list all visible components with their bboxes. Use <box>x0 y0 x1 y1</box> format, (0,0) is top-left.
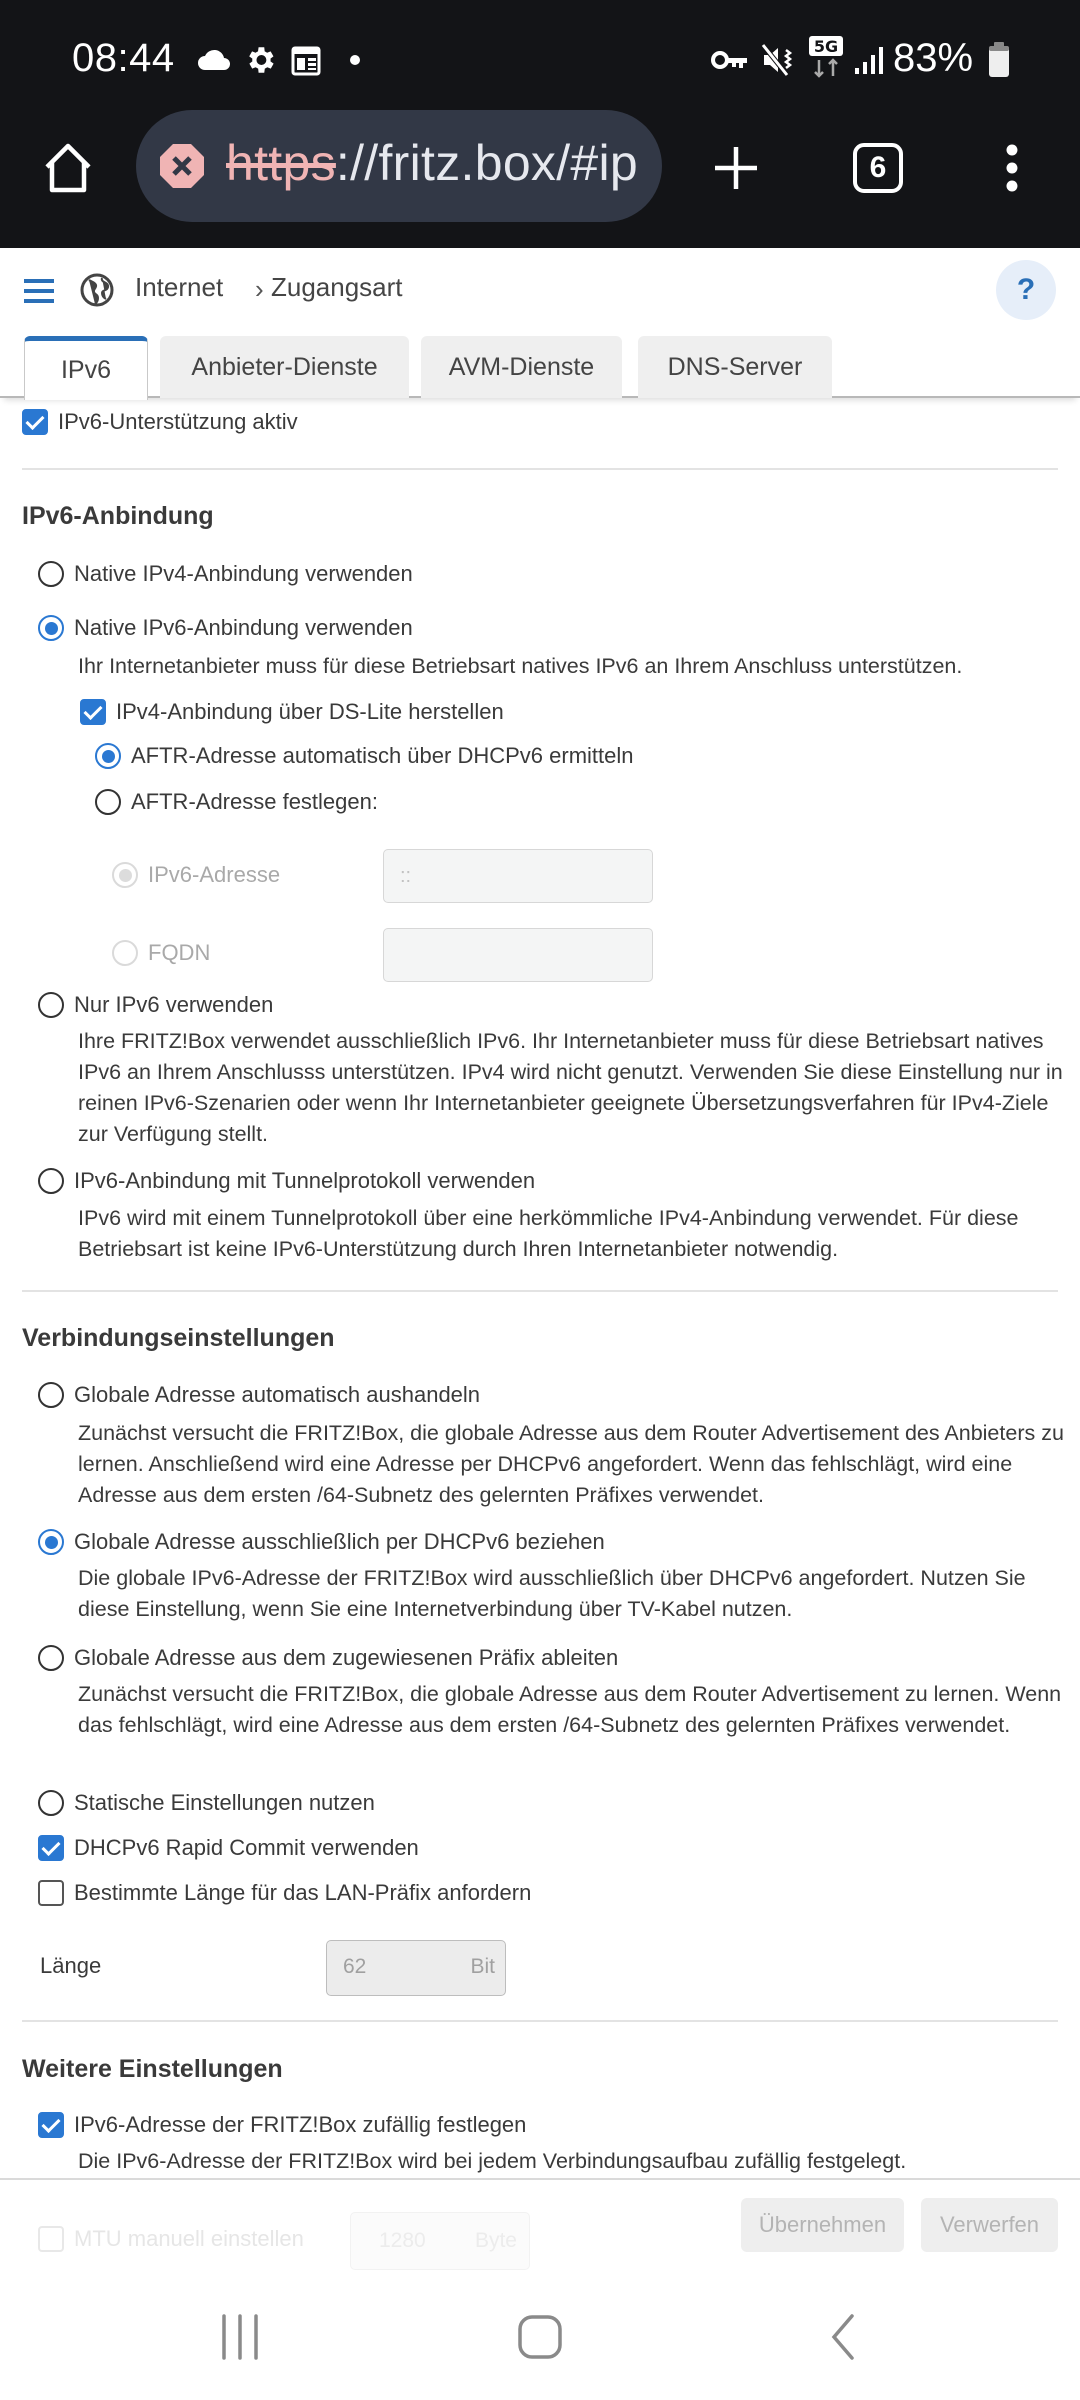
prefix-length-checkbox[interactable] <box>38 1879 531 1907</box>
mtu-input[interactable] <box>350 2212 530 2270</box>
aftr-ipv6-address-input[interactable]: :: <box>383 849 653 903</box>
system-navigation-bar <box>0 2288 1080 2400</box>
tab-bar <box>0 336 1080 398</box>
radio[interactable] <box>112 940 138 966</box>
length-label: Länge <box>40 1953 102 1978</box>
apply-button[interactable]: Übernehmen <box>741 2198 904 2252</box>
ipv6-support-checkbox[interactable] <box>22 408 298 436</box>
radio-label: Native IPv6-Anbindung verwenden <box>74 615 413 640</box>
checkbox-label: IPv6-Unterstützung aktiv <box>58 409 298 434</box>
section-divider <box>22 468 1058 470</box>
radio[interactable] <box>38 1168 64 1194</box>
status-bar <box>0 0 1080 110</box>
length-unit: Bit <box>470 1955 495 1978</box>
discard-button[interactable]: Verwerfen <box>921 2198 1058 2252</box>
mtu-checkbox[interactable] <box>38 2226 304 2252</box>
aftr-fqdn-input[interactable] <box>383 928 653 982</box>
section-heading-verbindung: Verbindungseinstellungen <box>22 1324 335 1352</box>
radio-static[interactable] <box>38 1789 375 1817</box>
description-global-prefix: Zunächst versucht die FRITZ!Box, die globale Adresse aus dem Router Advertisement zu lernen. Wenn das fehlschlägt, wird eine Adresse aus dem ersten /64-Subnetz des gelernten Präfixes verwendet. <box>78 1682 1062 1737</box>
tab-switcher-icon[interactable] <box>848 138 908 198</box>
checkbox[interactable] <box>38 1880 64 1906</box>
ds-lite-checkbox[interactable] <box>80 698 504 726</box>
section-heading-anbindung: IPv6-Anbindung <box>22 502 214 530</box>
description-tunnel: IPv6 wird mit einem Tunnelprotokoll über eine herkömmliche IPv4-Anbindung verwendet. Für diese Betriebsart ist keine IPv6-Unterstützung durch Ihren Internetanbieter notwendig. <box>78 1206 1019 1261</box>
radio[interactable] <box>38 561 64 587</box>
5g-icon <box>806 38 846 78</box>
checkbox[interactable] <box>38 1835 64 1861</box>
section-divider <box>22 1290 1058 1292</box>
notification-dot-icon <box>340 40 370 80</box>
section-heading-weitere: Weitere Einstellungen <box>22 2055 283 2083</box>
radio-aftr-manual[interactable] <box>95 788 378 816</box>
random-address-checkbox[interactable] <box>38 2111 526 2139</box>
checkbox[interactable] <box>38 2226 64 2252</box>
radio-native-ipv4[interactable] <box>38 560 413 588</box>
tab-avm-dienste[interactable]: AVM-Dienste <box>421 336 622 398</box>
hamburger-menu-icon[interactable] <box>24 278 54 304</box>
calendar-icon <box>286 40 326 80</box>
radio-aftr-auto[interactable] <box>95 742 634 770</box>
gear-icon <box>240 40 280 80</box>
checkbox-label: DHCPv6 Rapid Commit verwenden <box>74 1835 419 1860</box>
breadcrumb-internet[interactable]: Internet <box>135 272 224 302</box>
radio-label: FQDN <box>148 940 211 965</box>
radio[interactable] <box>38 1382 64 1408</box>
radio-label: Nur IPv6 verwenden <box>74 992 274 1017</box>
battery-percent: 83% <box>893 36 974 80</box>
tab-anbieter-dienste[interactable]: Anbieter-Dienste <box>160 336 409 398</box>
home-icon[interactable] <box>38 138 98 198</box>
mtu-value: 1280 <box>379 2229 426 2252</box>
radio-global-dhcpv6[interactable] <box>38 1528 605 1556</box>
radio-label: Statische Einstellungen nutzen <box>74 1790 375 1815</box>
radio-only-ipv6[interactable] <box>38 991 273 1019</box>
radio-label: Globale Adresse aus dem zugewiesenen Präfix ableiten <box>74 1645 619 1670</box>
description-global-auto: Zunächst versucht die FRITZ!Box, die globale Adresse aus dem Router Advertisement des Anbieters zu lernen. Anschließend wird eine Adresse per DHCPv6 angefordert. Wenn das fehlschlägt, wird eine Adresse aus dem ersten /64-Subnetz des gelernten Präfixes verwendet. <box>78 1421 1064 1507</box>
tab-ipv6[interactable]: IPv6 <box>24 336 148 400</box>
radio[interactable] <box>95 743 121 769</box>
url-bar[interactable] <box>136 110 662 222</box>
checkbox-label: IPv4-Anbindung über DS-Lite herstellen <box>116 699 504 724</box>
checkbox-label: Bestimmte Länge für das LAN-Präfix anfordern <box>74 1880 532 1905</box>
checkbox[interactable] <box>22 409 48 435</box>
url-path: ://fritz.box/#ip <box>335 135 639 191</box>
radio-native-ipv6[interactable] <box>38 614 413 642</box>
description-native-ipv6: Ihr Internetanbieter muss für diese Betriebsart natives IPv6 an Ihrem Anschluss unterstützen. <box>78 654 963 678</box>
url-scheme: https <box>226 135 336 191</box>
radio-label: IPv6-Anbindung mit Tunnelprotokoll verwenden <box>74 1168 536 1193</box>
vpn-key-icon <box>710 40 750 80</box>
radio[interactable] <box>38 1529 64 1555</box>
description-global-dhcpv6: Die globale IPv6-Adresse der FRITZ!Box wird ausschließlich über DHCPv6 angefordert. Nutzen Sie diese Einstellung, wenn Sie eine Internetverbindung über TV-Kabel nutzen. <box>78 1566 1026 1621</box>
radio-label: Native IPv4-Anbindung verwenden <box>74 561 413 586</box>
description-random-address: Die IPv6-Adresse der FRITZ!Box wird bei jedem Verbindungsaufbau zufällig festgelegt. <box>78 2149 907 2173</box>
svg-text:5G: 5G <box>813 37 839 56</box>
page-header <box>0 248 1080 398</box>
radio-aftr-ipv6-address[interactable] <box>112 861 280 889</box>
tab-dns-server[interactable]: DNS-Server <box>638 336 832 398</box>
radio[interactable] <box>38 615 64 641</box>
checkbox-label: MTU manuell einstellen <box>74 2226 304 2251</box>
home-button-icon[interactable] <box>510 2312 570 2362</box>
status-time: 08:44 <box>72 36 175 80</box>
checkbox-label: IPv6-Adresse der FRITZ!Box zufällig festlegen <box>74 2112 527 2137</box>
browser-toolbar <box>0 110 1080 248</box>
mute-vibrate-icon <box>758 40 798 80</box>
tab-count: 6 <box>869 151 887 184</box>
url-text[interactable] <box>226 134 638 192</box>
section-divider <box>22 2020 1058 2022</box>
cloud-icon <box>194 40 234 80</box>
radio[interactable] <box>112 862 138 888</box>
signal-icon <box>850 40 886 80</box>
radio-global-auto[interactable] <box>38 1381 480 1409</box>
length-value: 62 <box>343 1955 367 1978</box>
back-icon[interactable] <box>813 2312 873 2362</box>
more-menu-icon[interactable] <box>982 138 1042 198</box>
radio[interactable] <box>38 1645 64 1671</box>
radio-label: AFTR-Adresse automatisch über DHCPv6 ermitteln <box>131 743 634 768</box>
description-only-ipv6: Ihre FRITZ!Box verwendet ausschließlich IPv6. Ihr Internetanbieter muss für diese Betriebsart natives IPv6 an Ihrem Anschlusss unterstützen. IPv4 wird nicht genutzt. Verwenden Sie diese Einstellung nur in reinen IPv6-Szenarien oder wenn Ihr Internetanbieter geeignete Übersetzungsverfahren für IPv4-Ziele zur Verfügung stellt. <box>78 1029 1063 1146</box>
help-button[interactable]: ? <box>996 260 1056 320</box>
recent-apps-icon[interactable] <box>210 2312 270 2362</box>
radio-label: Globale Adresse ausschließlich per DHCPv6 beziehen <box>74 1529 605 1554</box>
mtu-unit: Byte <box>474 2229 517 2252</box>
settings-content <box>0 398 1080 2180</box>
radio-label: IPv6-Adresse <box>148 862 281 887</box>
breadcrumb-chevron-icon: › <box>255 274 264 304</box>
radio[interactable] <box>38 1790 64 1816</box>
new-tab-icon[interactable] <box>706 138 766 198</box>
radio-aftr-fqdn[interactable] <box>112 939 210 967</box>
security-warning-icon[interactable] <box>158 142 206 190</box>
radio[interactable] <box>95 789 121 815</box>
radio-label: Globale Adresse automatisch aushandeln <box>74 1382 481 1407</box>
globe-icon <box>80 273 114 307</box>
length-input[interactable] <box>326 1940 506 1996</box>
radio-label: AFTR-Adresse festlegen: <box>131 789 378 814</box>
radio-global-prefix[interactable] <box>38 1644 618 1672</box>
radio-tunnel[interactable] <box>38 1167 535 1195</box>
rapid-commit-checkbox[interactable] <box>38 1834 419 1862</box>
action-footer <box>0 2178 1080 2288</box>
breadcrumb-zugangsart: Zugangsart <box>271 272 403 302</box>
battery-icon <box>984 40 1014 80</box>
checkbox[interactable] <box>80 699 106 725</box>
radio[interactable] <box>38 992 64 1018</box>
checkbox[interactable] <box>38 2112 64 2138</box>
